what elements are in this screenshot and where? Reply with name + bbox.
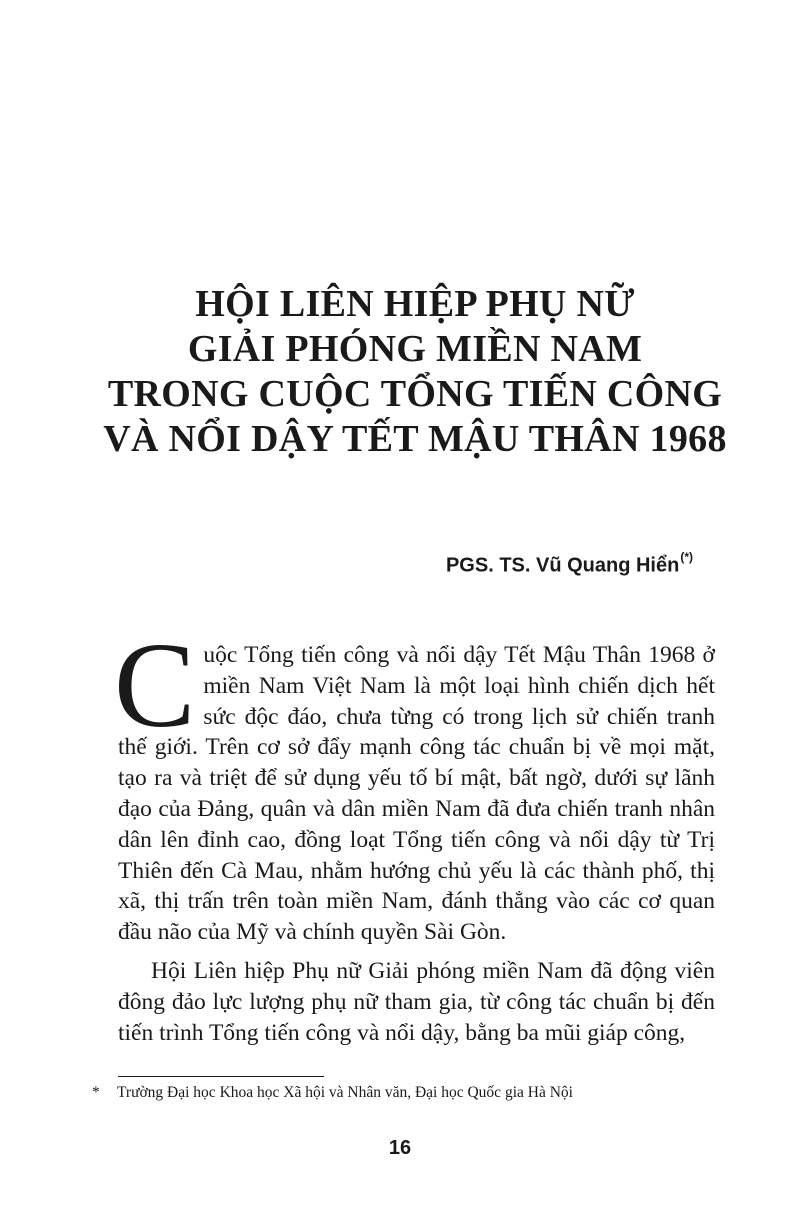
page-number: 16 bbox=[388, 1137, 412, 1159]
paragraph: Hội Liên hiệp Phụ nữ Giải phóng miền Nam đã động viên đông đảo lực lượng phụ nữ tham gia, từ công tác chuẩn bị đến tiến trình Tổng tiến công và nổi dậy, bằng ba mũi giáp công, bbox=[118, 957, 715, 1046]
paragraph-text: uộc Tổng tiến công và nổi dậy Tết Mậu Thân 1968 ở miền Nam Việt Nam là một loại hình chiến dịch hết sức độc đáo, chưa từng có trong lịch sử chiến tranh thế giới. Trên cơ sở đẩy mạnh công tác chuẩn bị về mọi mặt, tạo ra và triệt để sử dụng yếu tố bí mật, bất ngờ, dưới sự lãnh đạo của Đảng, quân và dân miền Nam đã đưa chiến tranh nhân dân lên đỉnh cao, đồng loạt Tổng tiến công và nổi dậy từ Trị Thiên đến Cà Mau, nhằm hướng chủ yếu là các thành phố, thị xã, thị trấn trên toàn miền Nam, đánh thẳng vào các cơ quan đầu não của Mỹ và chính quyền Sài Gòn. bbox=[118, 642, 715, 946]
footnote-text: Trường Đại học Khoa học Xã hội và Nhân văn, Đại học Quốc gia Hà Nội bbox=[117, 1084, 573, 1101]
author-name: PGS. TS. Vũ Quang Hiển bbox=[445, 554, 680, 577]
chapter-title-line: VÀ NỔI DẬY TẾT MẬU THÂN 1968 bbox=[103, 418, 727, 460]
author-footnote-marker: (*) bbox=[680, 550, 693, 564]
drop-cap: C bbox=[114, 618, 196, 753]
chapter-title-line: TRONG CUỘC TỔNG TIẾN CÔNG bbox=[107, 373, 723, 415]
footnote bbox=[92, 1084, 573, 1102]
paragraph bbox=[114, 618, 715, 948]
body-text bbox=[114, 618, 715, 1048]
footnote-marker: * bbox=[92, 1084, 100, 1101]
chapter-title-line: GIẢI PHÓNG MIỀN NAM bbox=[187, 328, 643, 370]
chapter-title-line: HỘI LIÊN HIỆP PHỤ NỮ bbox=[195, 283, 635, 325]
footnote-divider bbox=[118, 1076, 324, 1077]
author-byline bbox=[445, 550, 693, 578]
chapter-title bbox=[80, 282, 750, 462]
